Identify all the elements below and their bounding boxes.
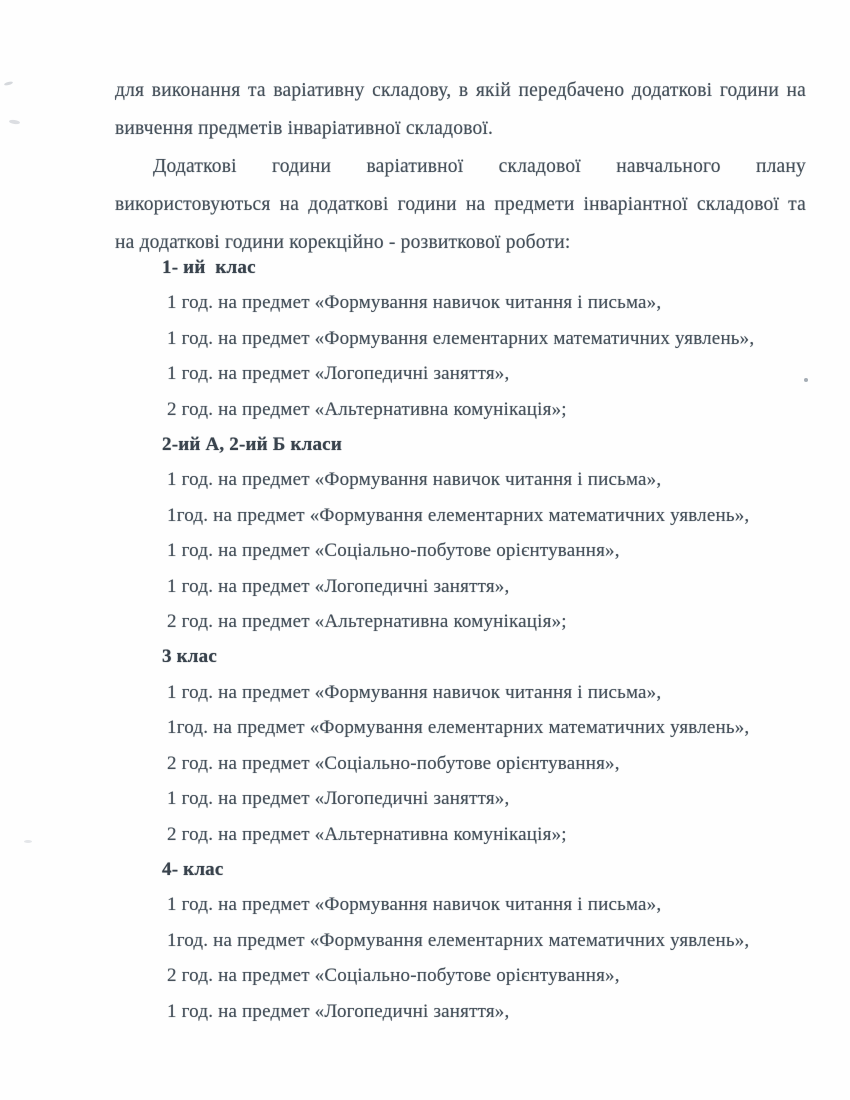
list-item: 1 год. на предмет «Формування навичок читання і письма», [167, 894, 662, 916]
paragraph-line: на додаткові години корекційно - розвиткової роботи: [115, 232, 571, 253]
class-sections [162, 250, 806, 1029]
list-item: 2 год. на предмет «Альтернативна комунікація»; [167, 398, 567, 420]
list-item: 1 год. на предмет «Логопедичні заняття», [167, 1000, 510, 1022]
list-item: 2 год. на предмет «Альтернативна комунікація»; [167, 823, 567, 845]
paragraph-line: для виконання та варіативну складову, в якій передбачено додаткові години на [115, 80, 806, 101]
list-item: 1 год. на предмет «Логопедичні заняття», [167, 363, 510, 385]
paragraph-line: Додаткові години варіативної складової навчального плану [153, 156, 806, 177]
list-item: 1 год. на предмет «Формування навичок читання і письма», [167, 681, 662, 703]
scan-speck [9, 119, 20, 124]
list-item: 1 год. на предмет «Формування навичок читання і письма», [167, 469, 662, 491]
scan-speck [24, 840, 32, 843]
list-item: 1год. на предмет «Формування елементарних математичних уявлень», [167, 717, 750, 739]
section-heading: 4- клас [162, 858, 224, 880]
section-class-4 [162, 852, 806, 1029]
list-item: 1 год. на предмет «Логопедичні заняття», [167, 788, 510, 810]
section-heading: 3 клас [162, 646, 217, 668]
document-body [115, 72, 806, 1029]
section-class-2 [162, 427, 806, 639]
section-heading: 2-ий А, 2-ий Б класи [162, 434, 342, 456]
list-item: 2 год. на предмет «Соціально-побутове орієнтування», [167, 965, 620, 987]
section-heading: 1- ий клас [162, 257, 256, 278]
section-class-3 [162, 639, 806, 851]
paragraph-line: вивчення предметів інваріативної складової. [115, 118, 494, 139]
paragraph-2 [115, 148, 806, 262]
list-item: 1год. на предмет «Формування елементарних математичних уявлень», [167, 504, 750, 526]
list-item: 1 год. на предмет «Формування навичок читання і письма», [167, 292, 662, 314]
list-item: 1год. на предмет «Формування елементарних математичних уявлень», [167, 929, 750, 951]
list-item: 2 год. на предмет «Соціально-побутове орієнтування», [167, 752, 620, 774]
list-item: 1 год. на предмет «Формування елементарних математичних уявлень», [167, 327, 755, 349]
scan-speck [4, 81, 13, 86]
list-item: 1 год. на предмет «Соціально-побутове орієнтування», [167, 540, 620, 562]
section-class-1 [162, 250, 806, 427]
list-item: 2 год. на предмет «Альтернативна комунікація»; [167, 611, 567, 633]
paragraph-line: використовуються на додаткові години на предмети інваріантної складової та [115, 194, 806, 215]
list-item: 1 год. на предмет «Логопедичні заняття», [167, 575, 510, 597]
paragraph-1 [115, 72, 806, 148]
